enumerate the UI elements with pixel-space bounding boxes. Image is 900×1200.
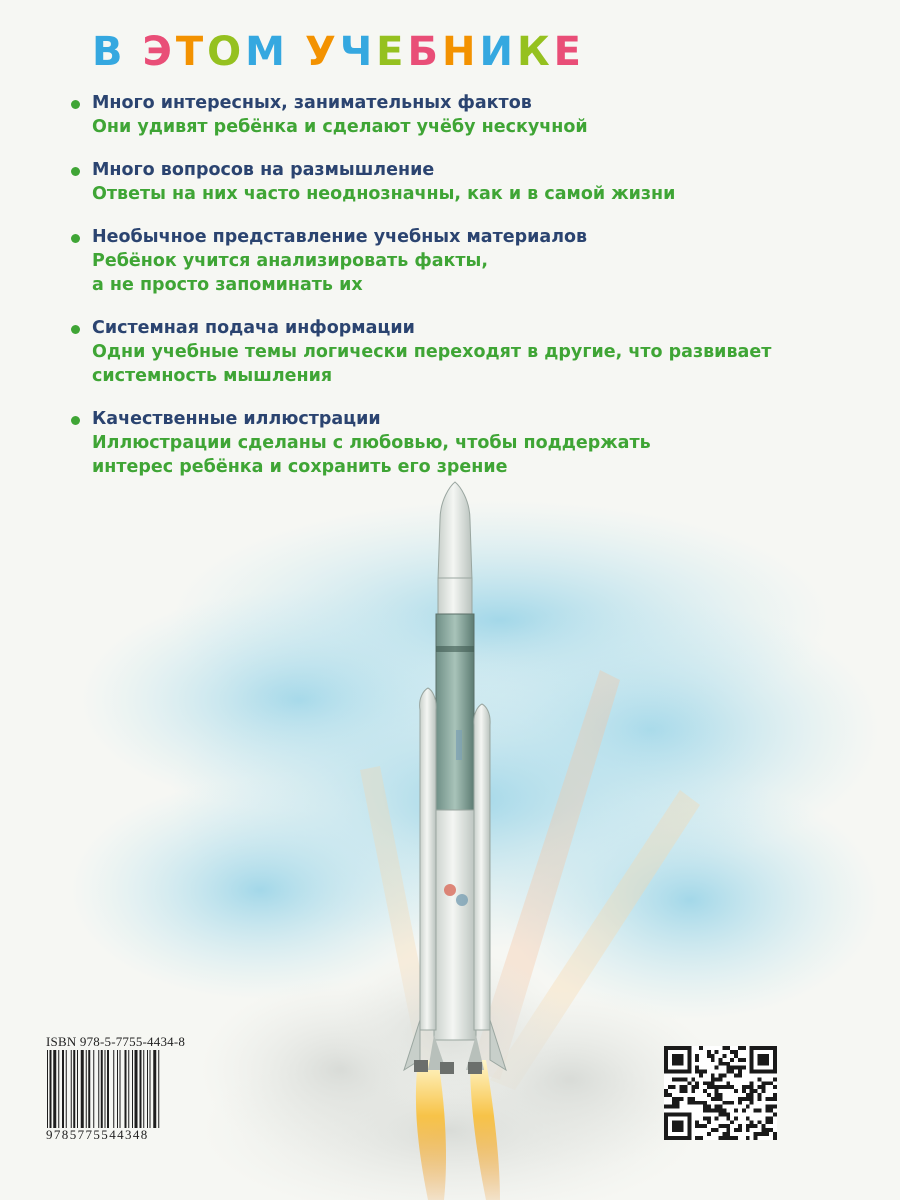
feature-description: интерес ребёнка и сохранить его зрение [92, 457, 508, 477]
feature-item [70, 159, 870, 206]
feature-item [70, 317, 870, 388]
feature-description: Они удивят ребёнка и сделают учёбу нескучной [92, 117, 588, 137]
heading-letter: В [92, 29, 127, 75]
feature-description: системность мышления [92, 366, 333, 386]
bullet-dot-icon [71, 234, 80, 243]
feature-description: Одни учебные темы логически переходят в другие, что развивает [92, 342, 772, 362]
heading-letter: У [304, 29, 340, 75]
feature-title: Много вопросов на размышление [92, 160, 435, 180]
feature-list [70, 92, 870, 499]
feature-description: Ответы на них часто неоднозначны, как и в самой жизни [92, 184, 676, 204]
bullet-dot-icon [71, 416, 80, 425]
qr-code-icon [664, 1046, 777, 1140]
heading-letter: Э [142, 29, 176, 75]
bullet-dot-icon [71, 325, 80, 334]
feature-title: Качественные иллюстрации [92, 409, 381, 429]
feature-item [70, 92, 870, 139]
heading-letter: Е [553, 29, 585, 75]
feature-title: Необычное представление учебных материалов [92, 227, 588, 247]
heading-letter: М [245, 29, 289, 75]
feature-description: Иллюстрации сделаны с любовью, чтобы поддержать [92, 433, 651, 453]
feature-description: Ребёнок учится анализировать факты, [92, 251, 489, 271]
feature-title: Много интересных, занимательных фактов [92, 93, 532, 113]
bullet-dot-icon [71, 100, 80, 109]
feature-item [70, 408, 870, 479]
ean-digits: 9785775544348 [46, 1127, 149, 1142]
heading-letter: Е [376, 29, 408, 75]
isbn-label: ISBN 978-5-7755-4434-8 [46, 1034, 186, 1049]
heading-letter: И [479, 29, 517, 75]
cover-heading [92, 28, 585, 76]
feature-item [70, 226, 870, 297]
heading-letter: О [207, 29, 246, 75]
heading-letter: Т [175, 29, 208, 75]
barcode-icon [46, 1050, 212, 1128]
feature-title: Системная подача информации [92, 318, 415, 338]
heading-letter: Б [407, 29, 442, 75]
feature-description: а не просто запоминать их [92, 275, 363, 295]
bullet-dot-icon [71, 167, 80, 176]
heading-letter: К [516, 29, 554, 75]
heading-letter: Ч [339, 29, 377, 75]
heading-letter: Н [441, 29, 480, 75]
